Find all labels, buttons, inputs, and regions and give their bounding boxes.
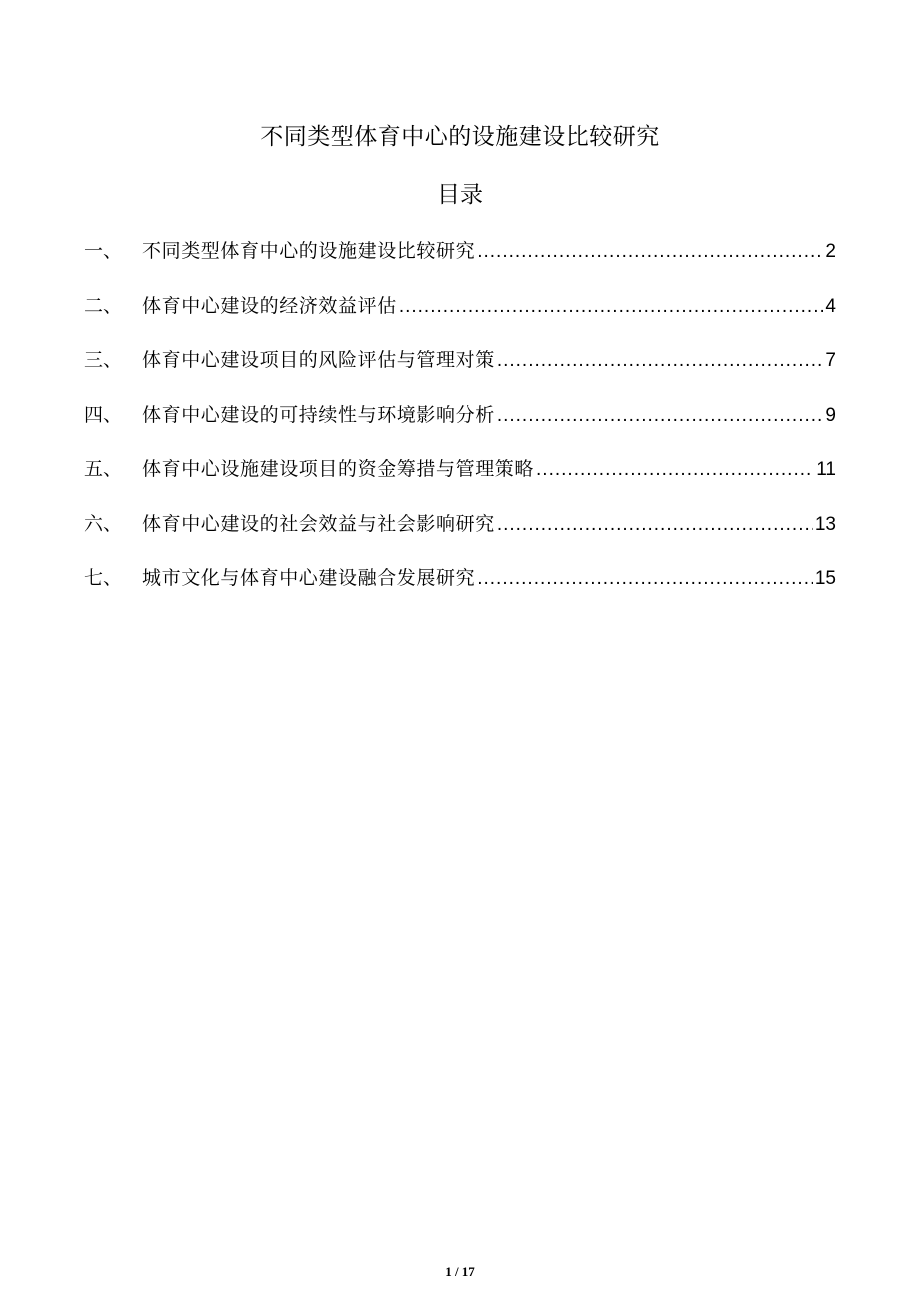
toc-entry-title: 不同类型体育中心的设施建设比较研究 (142, 240, 476, 262)
toc-dot-leader (477, 562, 813, 596)
document-title: 不同类型体育中心的设施建设比较研究 (260, 124, 660, 150)
toc-entry-title: 城市文化与体育中心建设融合发展研究 (142, 567, 476, 589)
toc-entry[interactable] (84, 289, 836, 323)
toc-entry-number: 六、 (84, 512, 123, 535)
toc-dot-leader (497, 508, 813, 542)
toc-entry-page: 4 (825, 295, 836, 317)
toc-dot-leader (497, 399, 824, 433)
toc-entry-number: 三、 (84, 349, 123, 371)
toc-entry[interactable] (84, 561, 836, 595)
toc-entry-page: 11 (816, 459, 836, 480)
toc-entry[interactable] (84, 452, 836, 486)
toc-entry-title: 体育中心建设的经济效益评估 (142, 294, 397, 317)
toc-entry-number: 二、 (84, 294, 123, 317)
toc-entry-number: 五、 (84, 458, 123, 480)
toc-entry-title: 体育中心建设的社会效益与社会影响研究 (142, 512, 495, 535)
toc-dot-leader (399, 290, 824, 324)
toc-dot-leader (497, 344, 824, 378)
toc-entry-title: 体育中心建设项目的风险评估与管理对策 (142, 349, 495, 371)
toc-entry-page: 15 (814, 568, 836, 589)
toc-entry[interactable] (84, 343, 836, 377)
page-number-footer: 1 / 17 (445, 1264, 475, 1279)
toc-entry-number: 七、 (84, 567, 123, 589)
toc-entry-page: 13 (814, 513, 836, 535)
table-of-contents (84, 234, 836, 616)
toc-entry[interactable] (84, 234, 836, 268)
toc-entry-page: 9 (825, 404, 836, 426)
toc-entry[interactable] (84, 398, 836, 432)
toc-heading: 目录 (437, 182, 483, 208)
toc-entry-number: 四、 (84, 403, 123, 426)
toc-entry[interactable] (84, 507, 836, 541)
toc-dot-leader (477, 235, 823, 269)
toc-entry-number: 一、 (84, 240, 123, 262)
toc-dot-leader (536, 453, 814, 487)
toc-entry-page: 7 (825, 350, 836, 371)
toc-entry-title: 体育中心建设的可持续性与环境影响分析 (142, 403, 495, 426)
toc-entry-title: 体育中心设施建设项目的资金筹措与管理策略 (142, 458, 535, 480)
toc-entry-page: 2 (825, 241, 836, 262)
